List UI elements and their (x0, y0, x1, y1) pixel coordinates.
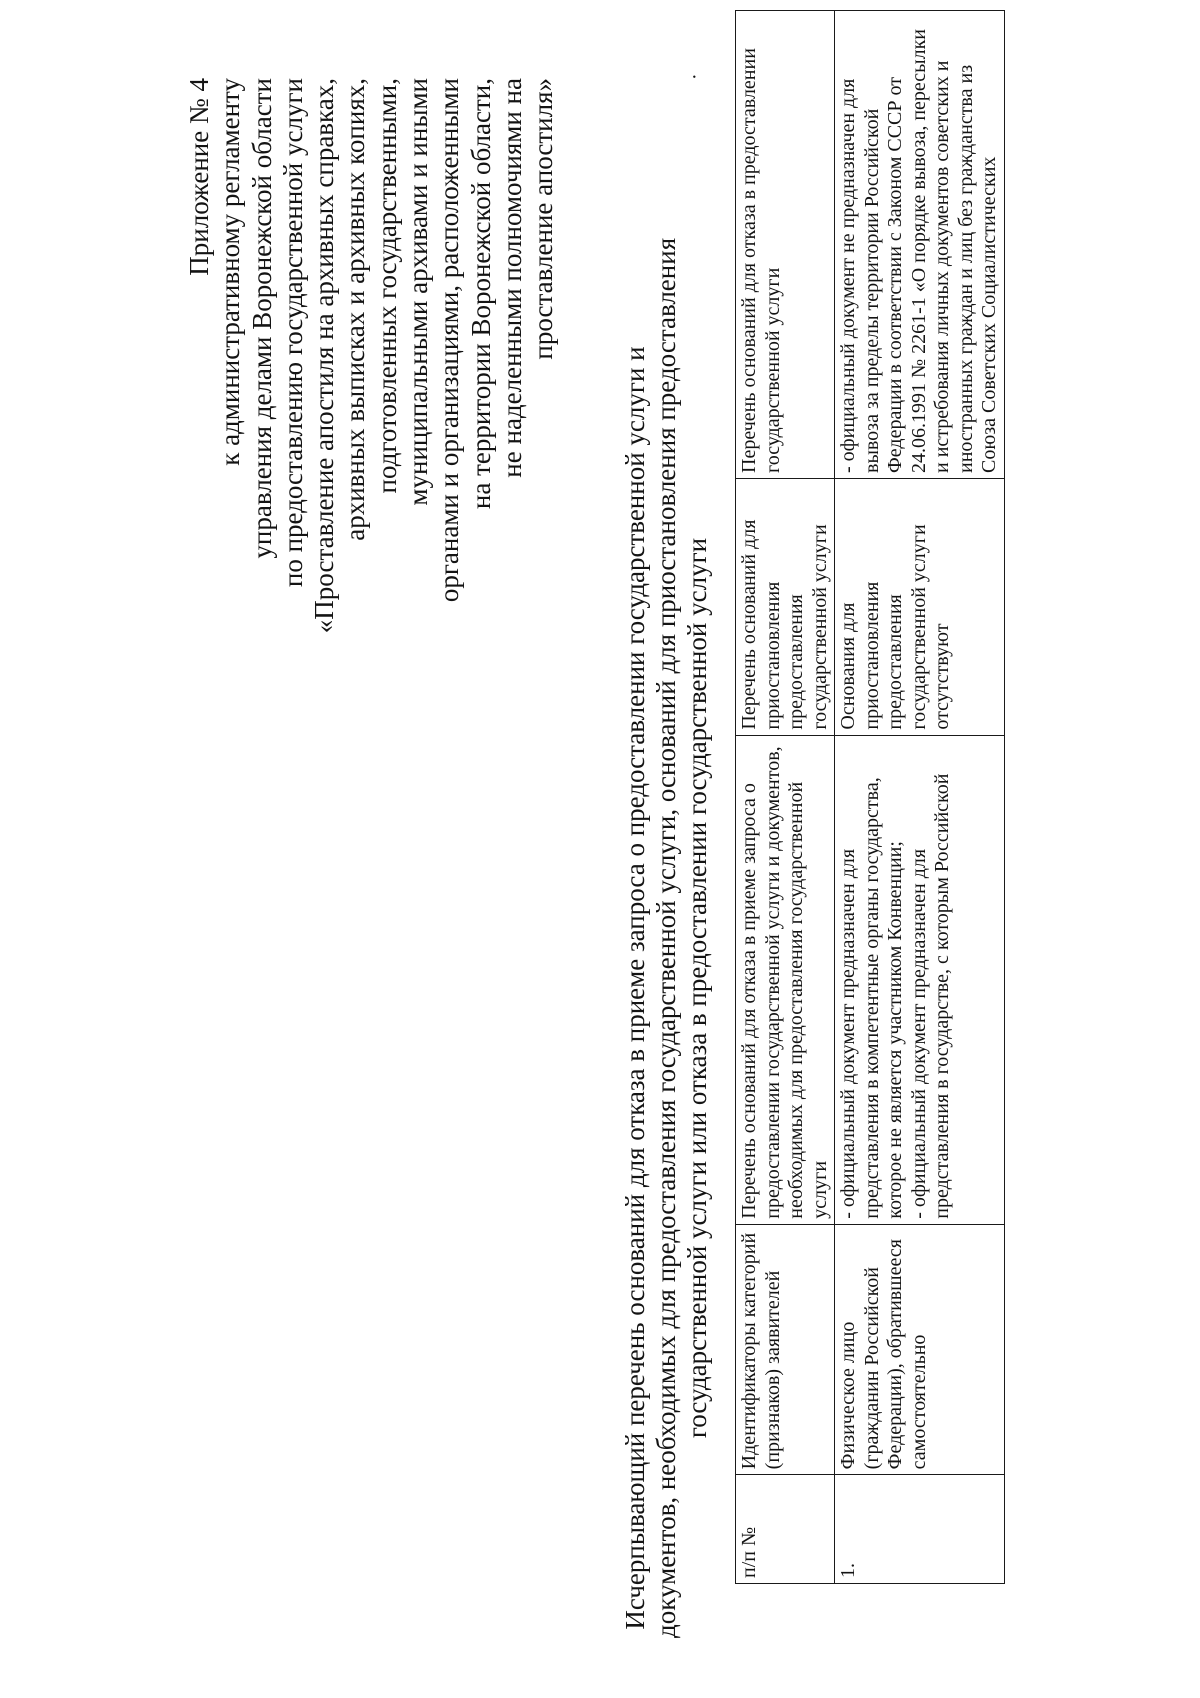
title-line: государственной услуги или отказа в предоставлении государственной услуги (682, 537, 712, 1439)
table-row (835, 11, 1005, 1584)
cell-suspension: Основания для приостановления предоставления государственной услуги отсутствуют (835, 479, 1005, 736)
appendix-line: управления делами Воронежской области (246, 78, 277, 559)
appendix-line: органами и организациями, расположенными (434, 78, 465, 603)
header-applicant-categories: Идентификаторы категорий (признаков) заявителей (736, 1224, 835, 1475)
header-number: п/п № (736, 1475, 835, 1584)
appendix-line: архивных выписках и архивных копиях, (340, 78, 371, 541)
appendix-line: по предоставлению государственной услуги (277, 78, 308, 588)
appendix-line: муниципальными архивами и иными (403, 78, 434, 506)
refusal-reception-item: - официальный документ предназначен для представления в государстве, с которым Российской (907, 773, 953, 1219)
appendix-line: проставление апостиля» (528, 78, 559, 360)
header-refusal-reception: Перечень оснований для отказа в приеме запроса о предоставлении государственной услуги и документов, необходимых для предоставления государственной услуги (736, 735, 835, 1224)
header-refusal-service: Перечень оснований для отказа в предоставлении государственной услуги (736, 11, 835, 479)
appendix-block (184, 78, 560, 1578)
cell-applicant: Физическое лицо (гражданин Российской Федерации), обратившееся самостоятельно (835, 1224, 1005, 1475)
grounds-table (735, 10, 1005, 1584)
appendix-line: на территории Воронежской области, (465, 78, 496, 510)
cell-number: 1. (835, 1475, 1005, 1584)
header-suspension: Перечень оснований для приостановления предоставления государственной услуги (736, 479, 835, 736)
title-line: Исчерпывающий перечень оснований для отказа в приеме запроса о предоставлении государственной услуги и (620, 346, 650, 1630)
scan-speck: · (684, 73, 706, 80)
appendix-line: «Проставление апостиля на архивных справках, (309, 78, 340, 634)
appendix-line: подготовленных государственными, (371, 78, 402, 494)
refusal-reception-item: - официальный документ предназначен для представления в компетентные органы государства, которое не является участником Конвенции; (837, 777, 906, 1219)
cell-refusal-service: - официальный документ не предназначен для вывоза за пределы территории Российской Федерации в соответствии с Законом СССР от 24.06.1991 № 2261-1 «О порядке вывоза, пересылки и истребования личных документов советских и иностранных граждан и лиц без гражданства из Союза Советских Социалистических (835, 11, 1005, 479)
cell-refusal-reception (835, 735, 1005, 1224)
title-line: документов, необходимых для предоставления государственной услуги, оснований для приостановления предоставления (651, 237, 681, 1638)
table-header-row (736, 11, 835, 1584)
appendix-line: не наделенными полномочиями на (496, 78, 527, 478)
appendix-line: к административному регламенту (215, 78, 246, 466)
document-title (620, 237, 713, 1638)
appendix-line: Приложение № 4 (184, 78, 214, 276)
